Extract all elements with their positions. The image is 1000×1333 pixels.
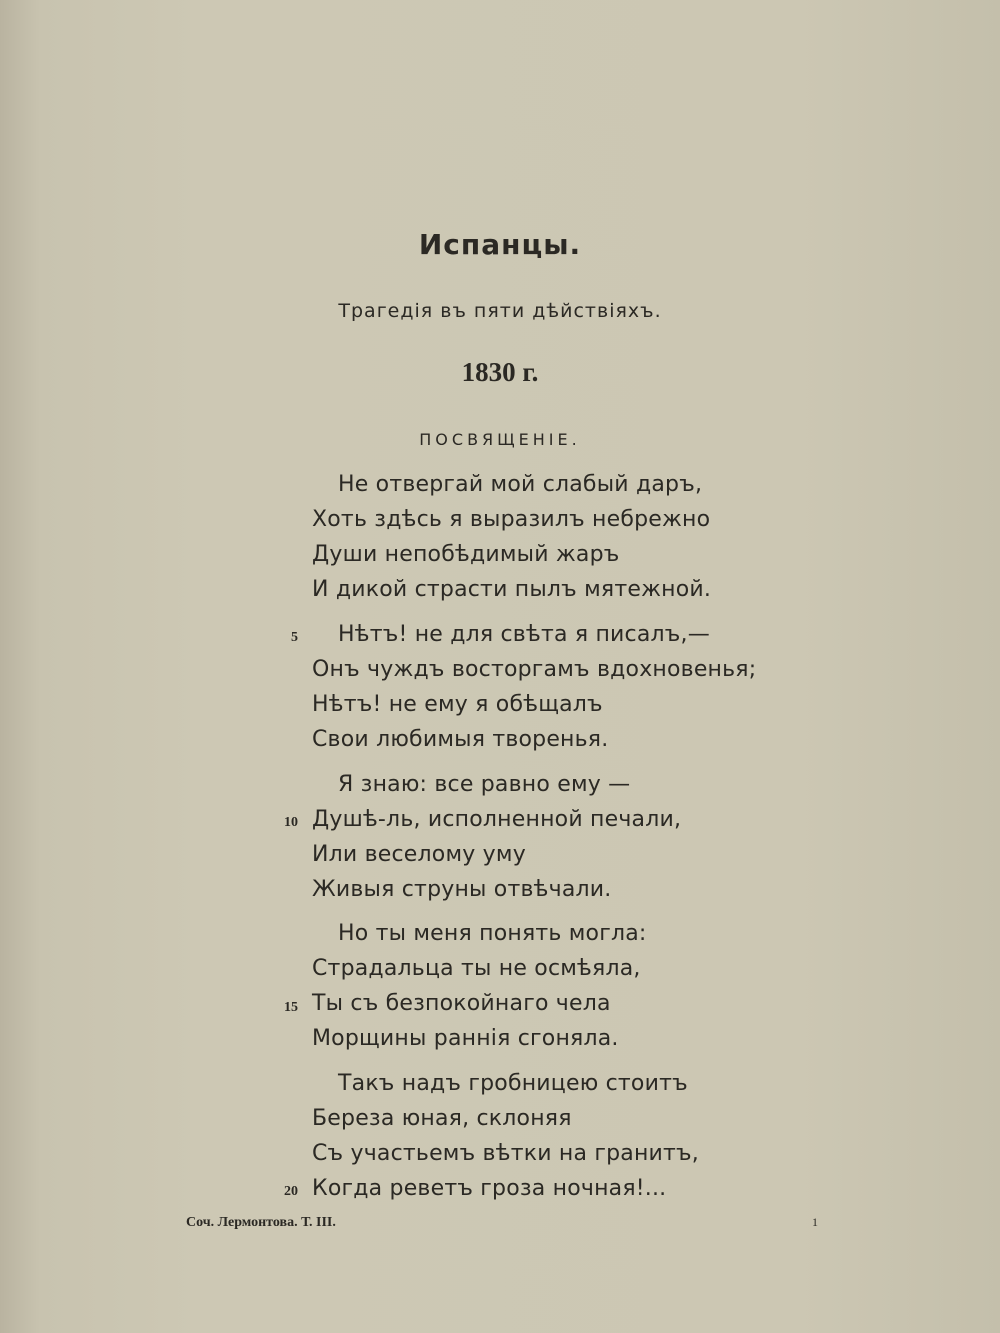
poem-line: Когда реветъ гроза ночная!... — [312, 1176, 667, 1201]
footer-signature: Соч. Лермонтова. Т. III. — [186, 1215, 336, 1230]
poem-line: Страдальца ты не осмѣяла, — [312, 956, 641, 981]
signature-mark: 1 — [812, 1215, 818, 1229]
subtitle: Трагедія въ пяти дѣйствіяхъ. — [338, 300, 662, 322]
poem-line: Живыя струны отвѣчали. — [312, 877, 612, 902]
line-number: 10 — [284, 815, 298, 830]
poem-line: Нѣтъ! не для свѣта я писалъ,— — [338, 622, 710, 647]
poem-line: Береза юная, склоняя — [312, 1106, 572, 1131]
line-number: 20 — [284, 1184, 298, 1199]
poem-line: Свои любимыя творенья. — [312, 727, 609, 752]
poem-line: Души непобѣдимый жаръ — [312, 542, 620, 567]
poem-line: Нѣтъ! не ему я обѣщалъ — [312, 692, 603, 717]
poem-line: Душѣ-ль, исполненной печали, — [312, 807, 682, 832]
poem-line: Или веселому уму — [312, 842, 526, 867]
line-number: 15 — [284, 1000, 298, 1015]
poem-line: Онъ чуждъ восторгамъ вдохновенья; — [312, 657, 757, 682]
poem-line: Не отвергай мой слабый даръ, — [338, 472, 703, 497]
line-number: 5 — [291, 630, 298, 645]
poem-line: Морщины раннія сгоняла. — [312, 1026, 619, 1051]
poem-line: Я знаю: все равно ему — — [338, 772, 631, 797]
poem-line: Ты съ безпокойнаго чела — [312, 991, 611, 1016]
year: 1830 г. — [461, 357, 539, 387]
poem-line: Хоть здѣсь я выразилъ небрежно — [312, 507, 711, 532]
poem-line: Такъ надъ гробницею стоитъ — [338, 1071, 688, 1096]
page-title: Испанцы. — [418, 228, 582, 261]
poem-line: Съ участьемъ вѣтки на гранитъ, — [312, 1141, 699, 1166]
poem-line: Но ты меня понять могла: — [338, 921, 647, 946]
poem-line: И дикой страсти пылъ мятежной. — [312, 577, 712, 602]
dedication-heading: ПОСВЯЩЕНІЕ. — [419, 430, 581, 449]
